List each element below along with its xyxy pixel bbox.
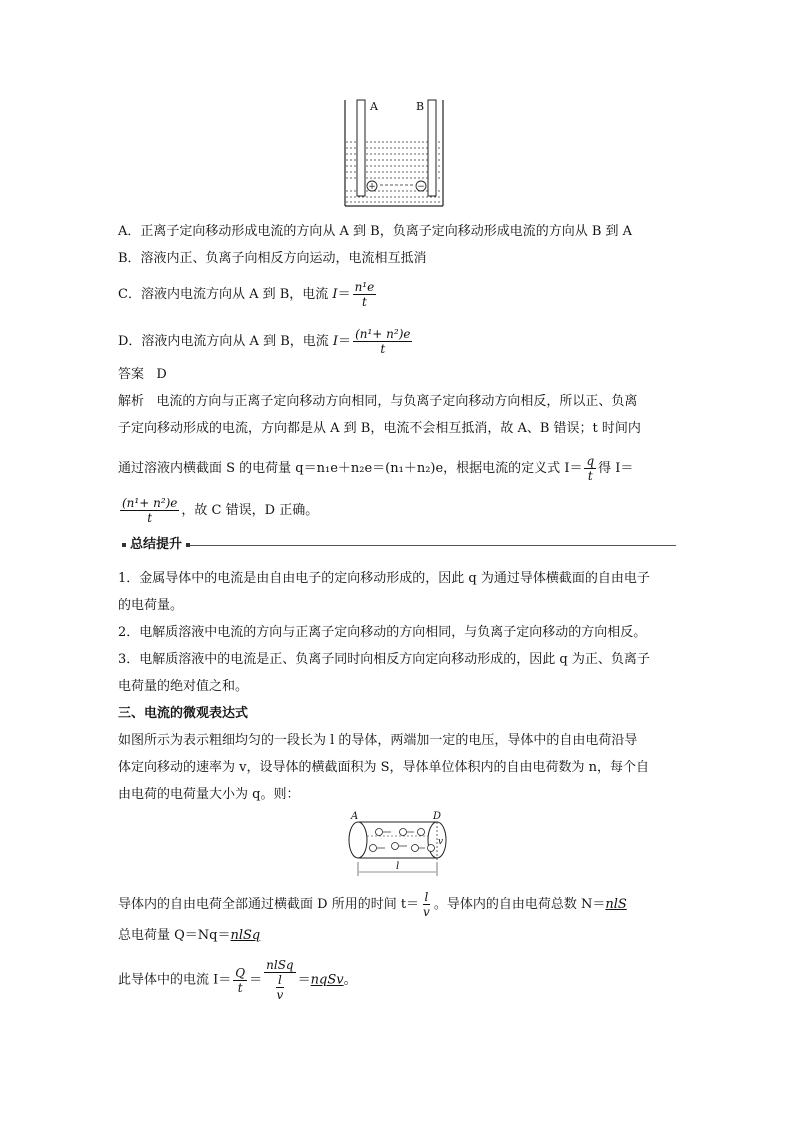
analysis-line-2: 子定向移动形成的电流，方向都是从 A 到 B，电流不会相互抵消，故 A、B 错误；t 时间内	[118, 421, 641, 436]
analysis-text: 得 I＝	[598, 461, 634, 476]
denominator: v	[423, 905, 430, 919]
section3-p1: 如图所示为表示粗细均匀的一段长为 l 的导体，两端加一定的电压，导体中的自由电荷沿导	[118, 733, 638, 748]
summary-p1a: 1．金属导体中的电流是由自由电子的定向移动形成的，因此 q 为通过导体横截面的自由电子	[118, 571, 650, 586]
numerator: (n¹+ n²)e	[355, 327, 411, 341]
svg-text:+: +	[368, 182, 376, 192]
option-d: D．溶液内电流方向从 A 到 B，电流 I＝ $\frac{\text{(n¹+ n²)e}}{t}$	[118, 327, 411, 356]
numerator: Q	[235, 965, 246, 980]
numerator: q	[586, 454, 595, 468]
summary-p3a: 3．电解质溶液中的电流是正、负离子同时向相反方向定向移动形成的，因此 q 为正、负离子	[118, 652, 650, 667]
denominator: t	[147, 511, 153, 525]
summary-p2: 2．电解质溶液中电流的方向与正离子定向移动的方向相同，与负离子定向移动的方向相反。	[118, 625, 647, 640]
denominator: t	[237, 980, 243, 995]
svg-text:−: −	[417, 182, 425, 192]
section3-heading: 三、电流的微观表达式	[118, 706, 249, 721]
option-d-text: D．溶液内电流方向从 A 到 B，电流	[118, 334, 333, 349]
denominator: t	[587, 469, 593, 483]
fraction	[584, 454, 596, 483]
analysis-text: ，故 C 错误，D 正确。	[181, 503, 319, 518]
option-a: A．正离子定向移动形成电流的方向从 A 到 B，负离子定向移动形成电流的方向从 B 到 A	[118, 224, 633, 239]
fraction	[353, 327, 412, 356]
label-a: A	[370, 100, 378, 113]
numerator: nlSq	[266, 958, 294, 972]
fraction	[120, 496, 179, 525]
fraction	[274, 973, 285, 1002]
summary-header	[118, 537, 676, 553]
denominator: t	[380, 342, 386, 356]
formula-current	[118, 958, 357, 1002]
answer-line	[118, 366, 167, 384]
numerator: l	[424, 890, 429, 904]
summary-title: 总结提升	[130, 537, 183, 552]
fraction	[233, 966, 247, 995]
denominator: t	[361, 295, 367, 309]
label-v: v	[438, 837, 444, 847]
fraction	[421, 890, 432, 919]
analysis-line-4	[118, 496, 318, 525]
equals: ＝	[297, 972, 311, 988]
formula-text: 此导体中的电流 I＝	[118, 972, 232, 988]
label-b: B	[416, 100, 425, 113]
underlined-answer: nqSv	[310, 972, 344, 988]
numerator: l	[277, 973, 282, 987]
underlined-answer: nlSq	[230, 928, 261, 943]
summary-divider	[190, 545, 676, 546]
label-l: l	[396, 861, 400, 872]
summary-p1b: 的电荷量。	[118, 598, 184, 613]
analysis-text: 通过溶液内横截面 S 的电荷量 q＝n₁e＋n₂e＝(n₁＋n₂)e，根据电流的定义式 I＝	[118, 461, 583, 476]
option-b: B．溶液内正、负离子向相反方向运动，电流相互抵消	[118, 251, 427, 266]
numerator: (n¹+ n²)e	[122, 496, 178, 510]
underlined-answer: nlS	[605, 897, 627, 912]
formula-text: 。导体内的自由电荷总数 N＝	[433, 897, 606, 912]
denominator: v	[276, 988, 284, 1002]
section3-p3: 由电荷的电荷量大小为 q。则：	[118, 787, 300, 802]
compound-fraction	[264, 958, 295, 1002]
numerator: n¹e	[354, 280, 375, 294]
analysis-line-1	[118, 393, 637, 411]
formula-time	[118, 890, 627, 919]
summary-p3b: 电荷量的绝对值之和。	[118, 679, 249, 694]
period: 。	[343, 972, 357, 988]
conductor-figure	[343, 810, 455, 886]
option-c: C．溶液内电流方向从 A 到 B，电流 I＝ $\frac{\text{n¹e}}{t}$	[118, 280, 375, 309]
electrolyte-tank-figure	[340, 98, 450, 213]
formula-charge	[118, 927, 260, 945]
formula-text: 总电荷量 Q＝Nq＝	[118, 928, 231, 943]
analysis-line-3	[118, 454, 633, 483]
section3-p2: 体定向移动的速率为 v，设导体的横截面积为 S，导体单位体积内的自由电荷数为 n，每个自	[118, 760, 650, 775]
equals: ＝	[249, 972, 263, 988]
analysis-label: 解析	[118, 394, 145, 409]
analysis-text: 电流的方向与正离子定向移动方向相同，与负离子定向移动方向相反，所以正、负离	[156, 394, 638, 409]
answer-value: D	[156, 367, 167, 382]
label-a: A	[351, 811, 359, 822]
fraction	[353, 280, 377, 309]
formula-text: 导体内的自由电荷全部通过横截面 D 所用的时间 t＝	[118, 897, 420, 912]
option-c-text: C．溶液内电流方向从 A 到 B，电流	[118, 287, 333, 302]
answer-label: 答案	[118, 367, 145, 382]
label-d: D	[433, 811, 442, 822]
